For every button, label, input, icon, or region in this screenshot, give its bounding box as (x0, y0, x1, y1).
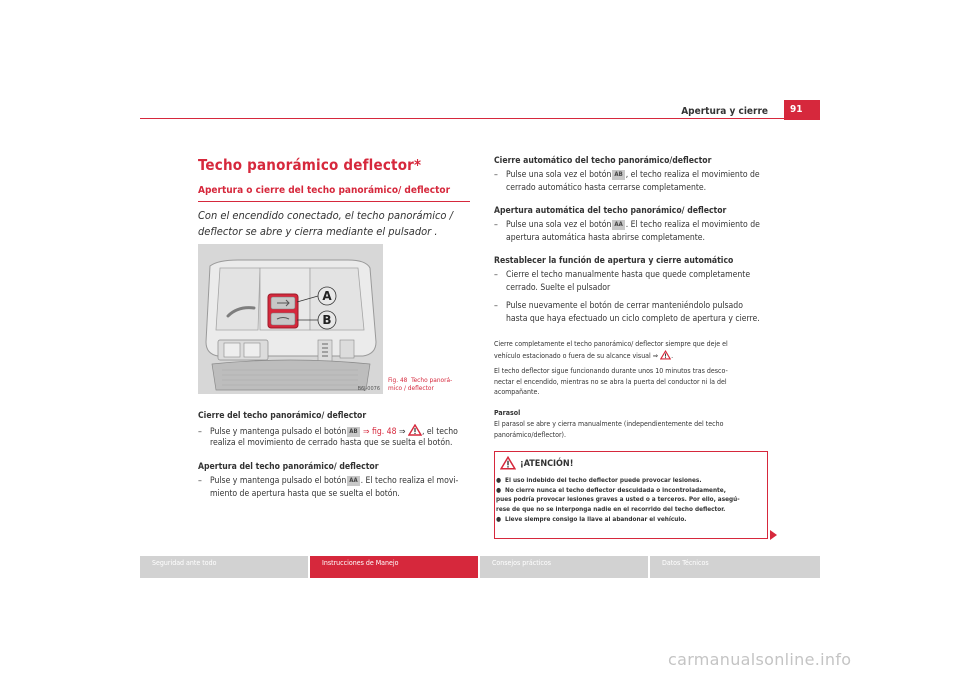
running-header-title: Apertura y cierre (681, 106, 768, 117)
reset-step-2: – Pulse nuevamente el botón de cerrar manteniéndolo pulsado (494, 301, 743, 311)
figure-caption (388, 376, 472, 392)
button-b-close (271, 313, 295, 325)
auto-close-step-cont: cerrado automático hasta cerrarse completamente. (506, 183, 707, 193)
button-aa-key: AA (349, 477, 358, 484)
warning-title: ¡ATENCIÓN! (520, 459, 574, 469)
warning-text: ● El uso indebido del techo deflector puede provocar lesiones. ● No cierre nunca el techo deflector descuidada o incontroladamente, pues podría provocar lesiones graves a usted o a terceros. Por ello, asegú- rese de que no se interponga nadie en el recorrido del techo deflector. ● Lleve siempre consigo la llave al abandonar el vehículo. (496, 476, 740, 523)
footer-tab-datos[interactable]: Datos Técnicos (650, 556, 820, 578)
warning-triangle-icon (500, 456, 516, 470)
section-title: Techo panorámico deflector* (198, 156, 422, 174)
warning-triangle-icon (660, 350, 671, 360)
reset-heading: Restablecer la función de apertura y cierre automático (494, 256, 734, 266)
section-subtitle: Apertura o cierre del techo panorámico/ deflector (198, 185, 451, 196)
figure-code: B6J-0076 (357, 386, 380, 392)
reset-step-1-cont: cerrado. Suelte el pulsador (506, 283, 611, 293)
parasol-heading: Parasol (494, 409, 521, 417)
footer-tab-seguridad[interactable]: Seguridad ante todo (140, 556, 308, 578)
reset-step-1: – Cierre el techo manualmente hasta que quede completamente (494, 270, 751, 280)
note-2: El techo deflector sigue funcionando durante unos 10 minutos tras desco- nectar el encendido, mientras no se abra la puerta del conductor ni la del acompañante. (494, 367, 728, 396)
subtitle-rule (198, 201, 470, 202)
close-heading: Cierre del techo panorámico/ deflector (198, 411, 367, 421)
warning-triangle-icon (408, 424, 422, 436)
auto-open-step: – Pulse una sola vez el botón AA . El techo realiza el movimiento de (494, 220, 760, 230)
auto-open-heading: Apertura automática del techo panorámico/ deflector (494, 206, 727, 216)
figure-label-b: B (322, 313, 332, 327)
intro-text: Con el encendido conectado, el techo panorámico / deflector se abre y cierra mediante el pulsador . (198, 209, 453, 238)
close-step-cont: realiza el movimiento de cerrado hasta que se suelta el botón. (210, 438, 453, 448)
figure-roof-console (198, 244, 383, 394)
open-heading: Apertura del techo panorámico/ deflector (198, 462, 379, 472)
auto-close-heading: Cierre automático del techo panorámico/deflector (494, 156, 712, 166)
roof-console-illustration (198, 244, 383, 394)
auto-close-step: – Pulse una sola vez el botón AB , el techo realiza el movimiento de (494, 170, 760, 180)
parasol-text: El parasol se abre y cierra manualmente (independientemente del techo panorámico/deflector). (494, 420, 724, 439)
figure-caption-text: Techo panorá- mico / deflector (388, 376, 453, 392)
next-page-arrow[interactable] (770, 530, 777, 540)
footer-tab-consejos[interactable]: Consejos prácticos (480, 556, 648, 578)
watermark: carmanualsonline.info (668, 650, 852, 669)
figure-caption-number: Fig. 48 (388, 376, 408, 384)
open-step-cont: miento de apertura hasta que se suelta el botón. (210, 489, 400, 499)
note-1: Cierre completamente el techo panorámico/ deflector siempre que deje el vehículo estacionado o fuera de su alcance visual ⇒ . (494, 340, 728, 360)
figure-label-a: A (322, 289, 332, 303)
page-number: 91 (784, 100, 820, 120)
header-rule (140, 118, 820, 119)
figure-link[interactable]: ⇒ fig. 48 (363, 427, 397, 437)
footer-tab-instrucciones[interactable]: Instrucciones de Manejo (310, 556, 478, 578)
reset-step-2-cont: hasta que haya efectuado un ciclo completo de apertura y cierre. (506, 314, 760, 324)
auto-open-step-cont: apertura automática hasta abrirse completamente. (506, 233, 705, 243)
close-step: – Pulse y mantenga pulsado el botón AB ⇒ fig. 48 ⇒ , el techo (198, 424, 478, 439)
button-ab-key: AB (349, 428, 358, 435)
open-step: – Pulse y mantenga pulsado el botón AA . El techo realiza el movi- (198, 476, 459, 486)
